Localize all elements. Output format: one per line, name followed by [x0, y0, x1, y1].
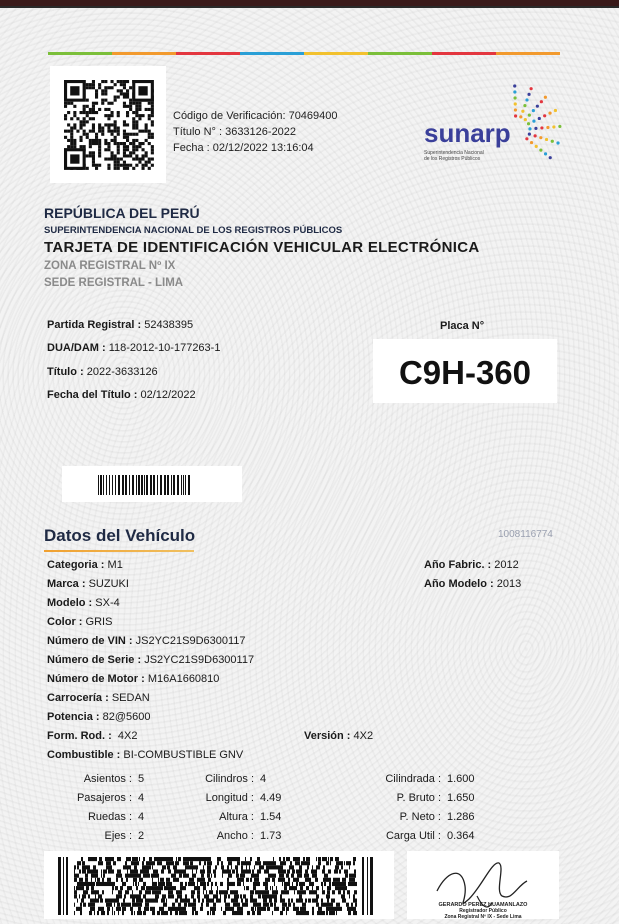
logo-dot — [527, 93, 530, 96]
logo-text: sunarp — [424, 118, 511, 148]
logo-dot — [528, 114, 531, 117]
titulo-row — [47, 366, 158, 378]
pasajeros-label: Pasajeros : — [76, 792, 132, 804]
carroceria-label: Carrocería : — [47, 692, 109, 704]
logo-dot — [548, 112, 551, 115]
logo-dot — [539, 136, 542, 139]
asientos-label: Asientos : — [83, 773, 132, 785]
logo-dot — [543, 114, 546, 117]
titulo-value: 2022-3633126 — [86, 366, 158, 378]
logo-dot — [530, 87, 533, 90]
registry-zone: ZONA REGISTRAL Nº IX — [44, 260, 176, 272]
serie-value: JS2YC21S9D6300117 — [144, 654, 255, 666]
logo-dot — [534, 127, 537, 130]
logo-dot — [513, 84, 516, 87]
partida-row — [47, 319, 193, 331]
logo-dot — [525, 137, 528, 140]
color-stripe — [48, 52, 560, 55]
logo-dot — [549, 156, 552, 159]
logo-dot — [523, 104, 526, 107]
pdf417-barcode — [44, 851, 394, 919]
logo-dot — [558, 125, 561, 128]
categoria-row — [47, 559, 123, 571]
asientos-value: 5 — [138, 773, 145, 785]
color-value: GRIS — [85, 616, 113, 628]
signature-icon — [407, 851, 559, 919]
fecha-row — [47, 389, 196, 401]
cilindros-value: 4 — [260, 773, 267, 785]
logo-dot — [514, 108, 517, 111]
logo-dot — [554, 109, 557, 112]
document-id-number: 1008116774 — [498, 529, 553, 540]
modelo-value: SX-4 — [95, 597, 120, 609]
verification-block — [173, 108, 338, 156]
motor-row — [47, 673, 219, 685]
categoria-label: Categoria : — [47, 559, 105, 571]
modelo-label: Modelo : — [47, 597, 93, 609]
vin-value: JS2YC21S9D6300117 — [135, 635, 246, 647]
qr-code-icon — [50, 66, 166, 183]
logo-dot — [540, 100, 543, 103]
carga-label: Carga Util : — [385, 830, 441, 842]
logo-dot — [535, 145, 538, 148]
modelo-year-row — [424, 578, 521, 590]
fecha-label: Fecha del Título : — [47, 389, 138, 401]
dua-label: DUA/DAM : — [47, 342, 106, 354]
pasajeros-value: 4 — [138, 792, 145, 804]
longitud-value: 4.49 — [260, 792, 282, 804]
formrod-value: 4X2 — [117, 730, 138, 742]
combustible-row — [47, 749, 243, 761]
logo-dot — [545, 138, 548, 141]
potencia-value: 82@5600 — [102, 711, 151, 723]
motor-label: Número de Motor : — [47, 673, 145, 685]
formrod-row — [47, 730, 137, 742]
logo-dot — [532, 120, 535, 123]
version-value: 4X2 — [353, 730, 374, 742]
marca-row — [47, 578, 129, 590]
logo-dot — [540, 126, 543, 129]
ejes-label: Ejes : — [104, 830, 132, 842]
logo-dot — [546, 126, 549, 129]
placa-label: Placa N° — [440, 320, 485, 332]
vin-label: Número de VIN : — [47, 635, 133, 647]
sunarp-logo-icon — [418, 82, 568, 172]
agency-name: SUPERINTENDENCIA NACIONAL DE LOS REGISTROS PÚBLICOS — [44, 225, 343, 236]
carroceria-value: SEDAN — [111, 692, 150, 704]
categoria-value: M1 — [107, 559, 123, 571]
carga-value: 0.364 — [447, 830, 475, 842]
ancho-label: Ancho : — [216, 830, 254, 842]
signer-name: GERARDO PEREZ HUAMANLAZO — [438, 902, 528, 908]
logo-dot — [552, 125, 555, 128]
motor-value: M16A1660810 — [147, 673, 220, 685]
modelo-row — [47, 597, 120, 609]
combustible-label: Combustible : — [47, 749, 121, 761]
marca-value: SUZUKI — [88, 578, 129, 590]
pbruto-label: P. Bruto : — [396, 792, 441, 804]
ancho-value: 1.73 — [260, 830, 282, 842]
verification-code: Código de Verificación: 70469400 — [173, 110, 338, 122]
qr-code — [50, 66, 166, 183]
signer-office: Zona Registral Nº IX - Sede Lima — [444, 914, 522, 919]
document-title: TARJETA DE IDENTIFICACIÓN VEHICULAR ELECTRÓNICA — [44, 239, 480, 256]
altura-value: 1.54 — [260, 811, 282, 823]
fecha-value: 02/12/2022 — [140, 389, 196, 401]
longitud-label: Longitud : — [205, 792, 254, 804]
cilindros-label: Cilindros : — [205, 773, 254, 785]
barcode-small — [62, 466, 242, 502]
logo-dot — [538, 117, 541, 120]
titulo-label: Título : — [47, 366, 84, 378]
logo-dot — [524, 118, 527, 121]
logo-dot — [530, 141, 533, 144]
potencia-label: Potencia : — [47, 711, 100, 723]
modelo-year-value: 2013 — [496, 578, 522, 590]
section-title: Datos del Vehículo — [44, 526, 196, 545]
ruedas-value: 4 — [138, 811, 145, 823]
altura-label: Altura : — [219, 811, 254, 823]
logo-dot — [527, 122, 530, 125]
color-row — [47, 616, 112, 628]
logo-dot — [513, 96, 516, 99]
top-border — [0, 0, 619, 6]
dua-row — [47, 342, 220, 354]
logo-dot — [521, 110, 524, 113]
logo-dot — [556, 141, 559, 144]
modelo-year-label: Año Modelo : — [424, 578, 494, 590]
issue-date: Fecha : 02/12/2022 13:16:04 — [173, 142, 314, 154]
stripe-segment — [176, 52, 240, 55]
vehicle-id-card — [0, 8, 619, 924]
stripe-segment — [112, 52, 176, 55]
serie-row — [47, 654, 254, 666]
fabric-row — [424, 559, 519, 571]
logo-dot — [551, 140, 554, 143]
pneto-value: 1.286 — [447, 811, 475, 823]
potencia-row — [47, 711, 151, 723]
country-name: REPÚBLICA DEL PERÚ — [44, 205, 200, 221]
logo-sub1: Superintendencia Nacional — [424, 150, 484, 156]
placa-value: C9H-360 — [398, 354, 532, 391]
pneto-label: P. Neto : — [399, 811, 441, 823]
stripe-segment — [240, 52, 304, 55]
logo-dot — [519, 115, 522, 118]
cilindrada-value: 1.600 — [447, 773, 475, 785]
version-row — [304, 730, 373, 742]
cilindrada-label: Cilindrada : — [385, 773, 441, 785]
stripe-segment — [432, 52, 496, 55]
title-number: Título N° : 3633126-2022 — [173, 126, 297, 138]
barcode-small-icon — [62, 466, 242, 502]
dua-value: 118-2012-10-177263-1 — [108, 342, 221, 354]
fabric-value: 2012 — [494, 559, 519, 571]
logo-dot — [513, 90, 516, 93]
logo-dot — [534, 134, 537, 137]
registry-seat: SEDE REGISTRAL - LIMA — [44, 277, 184, 289]
section-underline — [44, 550, 194, 552]
vin-row — [47, 635, 246, 647]
stripe-segment — [368, 52, 432, 55]
color-label: Color : — [47, 616, 83, 628]
logo-sub2: de los Registros Públicos — [424, 156, 481, 162]
logo-dot — [525, 98, 528, 101]
serie-label: Número de Serie : — [47, 654, 142, 666]
pbruto-value: 1.650 — [447, 792, 475, 804]
combustible-value: BI-COMBUSTIBLE GNV — [123, 749, 244, 761]
logo-dot — [532, 109, 535, 112]
logo-dot — [544, 96, 547, 99]
logo-dot — [514, 102, 517, 105]
pdf417-barcode-icon — [44, 851, 394, 919]
ruedas-label: Ruedas : — [87, 811, 132, 823]
formrod-label: Form. Rod. : — [47, 730, 112, 742]
stripe-segment — [496, 52, 560, 55]
logo-dot — [528, 127, 531, 130]
partida-value: 52438395 — [144, 319, 194, 331]
logo-dot — [528, 133, 531, 136]
signer-role: Registrador Público — [459, 908, 507, 914]
carroceria-row — [47, 692, 150, 704]
stripe-segment — [48, 52, 112, 55]
logo-dot — [539, 149, 542, 152]
marca-label: Marca : — [47, 578, 86, 590]
sunarp-logo — [418, 82, 568, 172]
partida-label: Partida Registral : — [47, 319, 142, 331]
logo-dot — [536, 105, 539, 108]
ejes-value: 2 — [138, 830, 145, 842]
fabric-label: Año Fabric. : — [424, 559, 492, 571]
logo-dot — [544, 152, 547, 155]
logo-dot — [514, 114, 517, 117]
signature-block — [407, 851, 559, 919]
stripe-segment — [304, 52, 368, 55]
version-label: Versión : — [304, 730, 351, 742]
